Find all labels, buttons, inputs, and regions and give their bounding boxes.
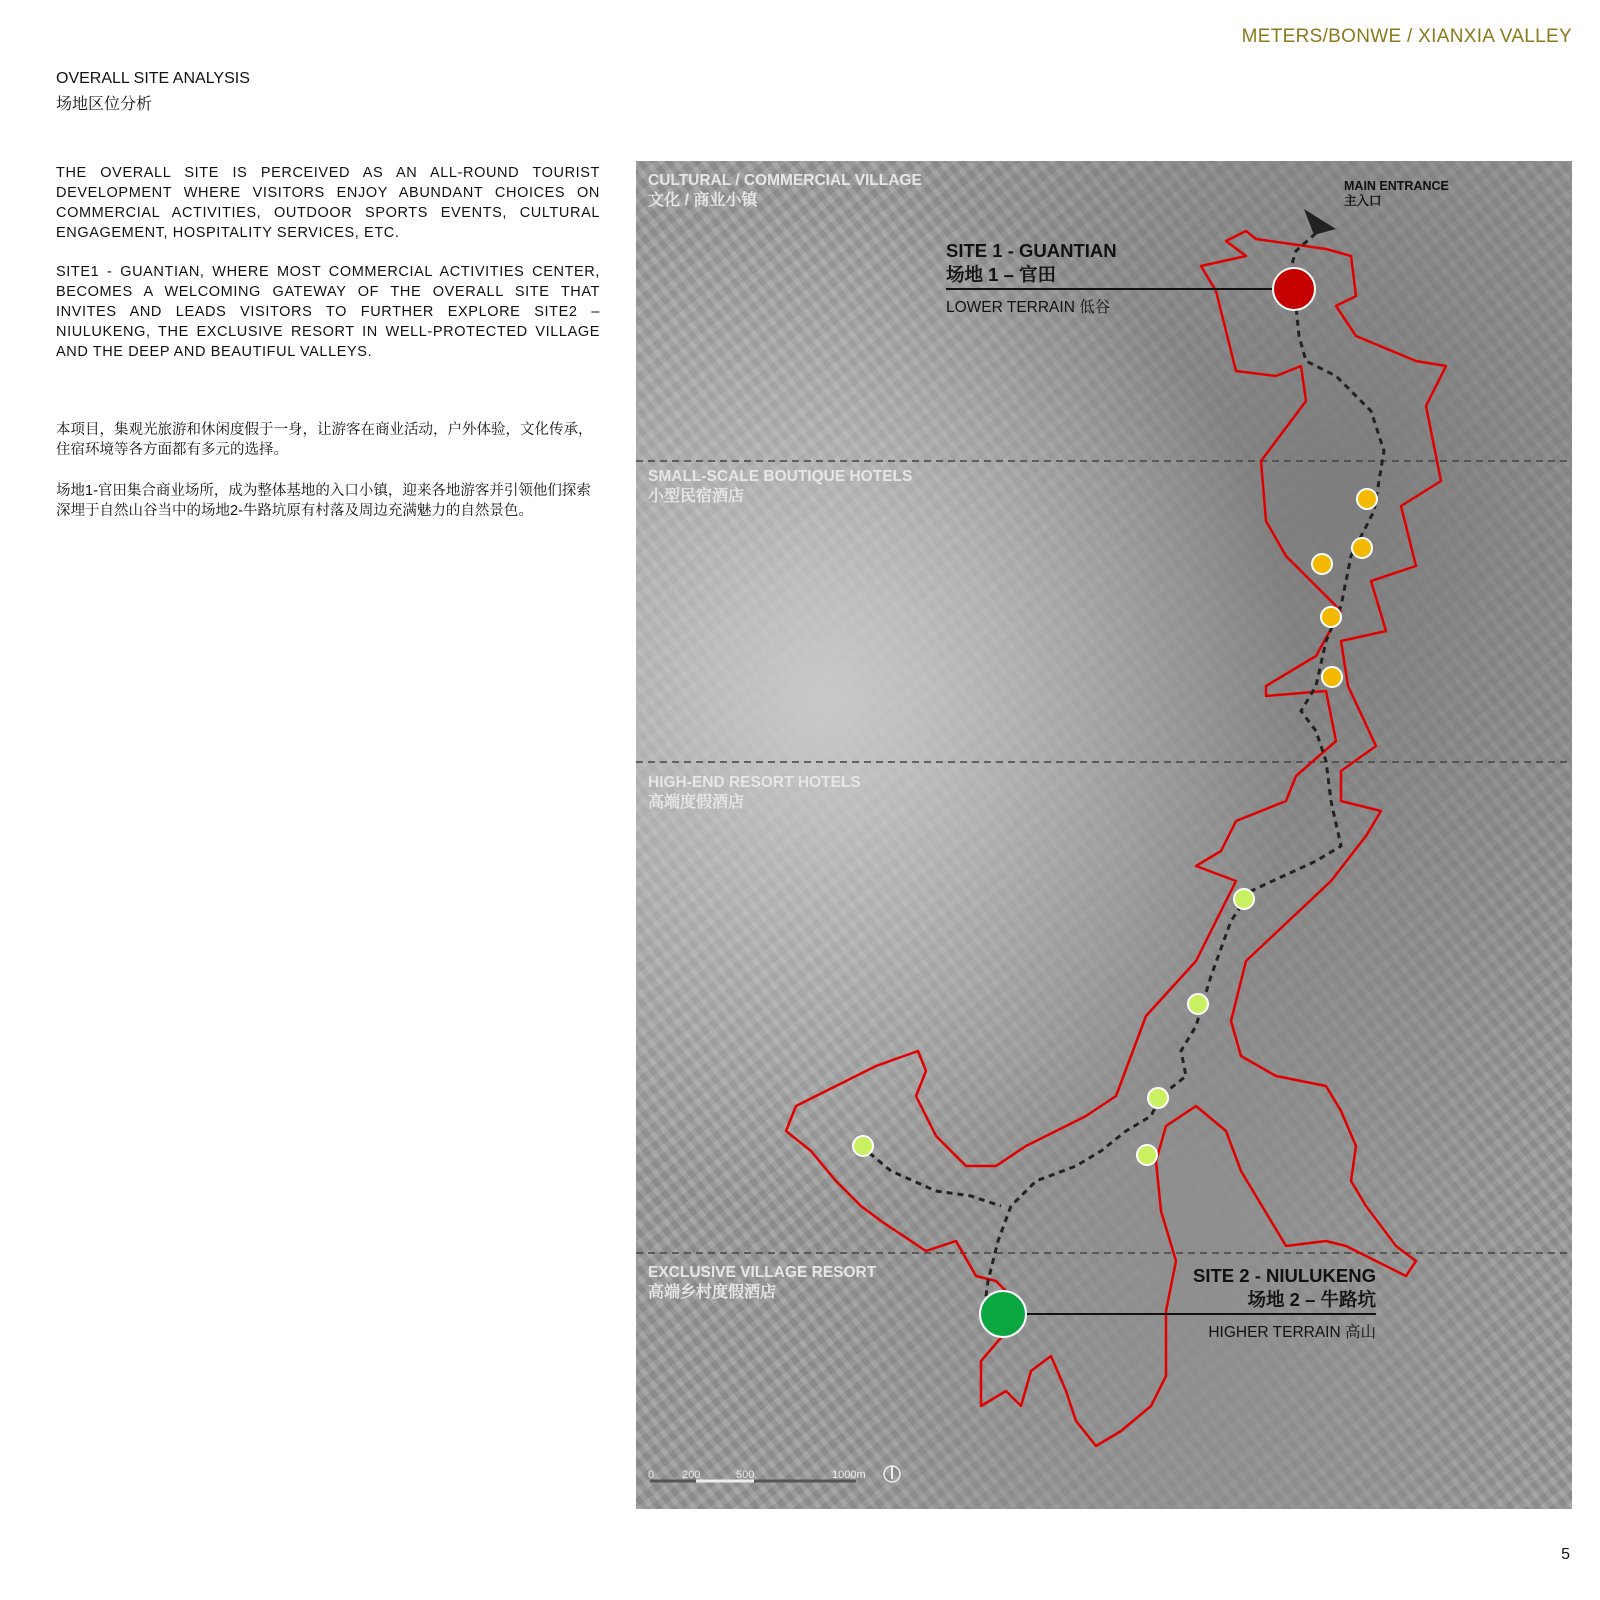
page-title: OVERALL SITE ANALYSIS (56, 70, 250, 87)
zone-name-zh: 文化 / 商业小镇 (648, 192, 758, 209)
boutique-hotel-dot (1312, 554, 1332, 574)
resort-hotel-dot (1188, 994, 1208, 1014)
site2-terrain: HIGHER TERRAIN 高山 (1208, 1324, 1376, 1341)
zone-name-en: EXCLUSIVE VILLAGE RESORT (648, 1264, 877, 1281)
route-branch (861, 1146, 1001, 1206)
scale-label: 1000m (832, 1469, 866, 1481)
resort-hotel-dot (1234, 889, 1254, 909)
resort-hotel-dot (1137, 1145, 1157, 1165)
intro-paragraph-en: THE OVERALL SITE IS PERCEIVED AS AN ALL-ROUND TOURIST DEVELOPMENT WHERE VISITORS ENJOY ABUNDANT CHOICES ON COMMERCIAL ACTIVITIES, OUTDOOR SPORTS EVENTS, CULTURAL ENGAGEMENT, HOSPITALITY SERVICES, ETC. (56, 165, 600, 241)
page-number: 5 (1561, 1546, 1570, 1563)
resort-hotel-dot (853, 1136, 873, 1156)
map-overlay (636, 161, 1572, 1509)
entrance-arrow-icon (1304, 209, 1336, 235)
site1-label (946, 239, 1117, 317)
zone-name-en: SMALL-SCALE BOUTIQUE HOTELS (648, 468, 913, 485)
north-arrow-icon (884, 1466, 900, 1482)
intro-paragraph-zh: 本项目，集观光旅游和休闲度假于一身，让游客在商业活动，户外体验，文化传承，住宿环境等各方面都有多元的选择。 (56, 422, 593, 458)
zone-name-zh: 高端度假酒店 (648, 794, 745, 811)
scale-label: 500 (736, 1469, 755, 1481)
zone-name-zh: 小型民宿酒店 (648, 488, 745, 505)
boutique-hotel-dot (1357, 489, 1377, 509)
site2-marker (980, 1291, 1026, 1337)
header-brand: METERS/BONWE / XIANXIA VALLEY (1241, 26, 1572, 47)
page-title-zh: 场地区位分析 (56, 96, 153, 113)
site1-name-en: SITE 1 - GUANTIAN (946, 240, 1117, 261)
zone-name-en: HIGH-END RESORT HOTELS (648, 774, 861, 791)
entrance-label-en: MAIN ENTRANCE (1344, 179, 1449, 193)
entrance-label-zh: 主入口 (1344, 194, 1382, 208)
scale-label: 200 (682, 1469, 701, 1481)
site1-name-zh: 场地 1 – 官田 (946, 264, 1056, 285)
site1-terrain: LOWER TERRAIN 低谷 (946, 299, 1111, 316)
site2-label (1193, 1264, 1376, 1342)
zone-name-zh: 高端乡村度假酒店 (648, 1284, 777, 1301)
scale-label: 0 (648, 1469, 655, 1481)
resort-hotel-dots (853, 889, 1254, 1165)
site-paragraph-zh: 场地1-官田集合商业场所，成为整体基地的入口小镇，迎来各地游客并引领他们探索深埋于自然山谷当中的场地2-牛路坑原有村落及周边充满魅力的自然景色。 (56, 483, 591, 519)
boutique-hotel-dot (1321, 607, 1341, 627)
zone-label-resort (648, 773, 861, 813)
route-path (986, 226, 1384, 1321)
boutique-hotel-dot (1352, 538, 1372, 558)
site-map (636, 161, 1572, 1509)
zone-label-boutique (648, 467, 912, 507)
resort-hotel-dot (1148, 1088, 1168, 1108)
site2-name-zh: 场地 2 – 牛路坑 (1247, 1289, 1376, 1310)
site2-name-en: SITE 2 - NIULUKENG (1193, 1265, 1376, 1286)
site1-marker (1273, 268, 1315, 310)
zone-label-cultural (648, 171, 922, 211)
zone-name-en: CULTURAL / COMMERCIAL VILLAGE (648, 172, 922, 189)
zone-label-exclusive (648, 1263, 876, 1303)
main-entrance-label (1344, 179, 1449, 209)
site1-paragraph-en: SITE1 - GUANTIAN, WHERE MOST COMMERCIAL ACTIVITIES CENTER, BECOMES A WELCOMING GATEWAY OF THE OVERALL SITE THAT INVITES AND LEADS VISITORS TO FURTHER EXPLORE SITE2 – NIULUKENG, THE EXCLUSIVE RESORT IN WELL-PROTECTED VILLAGE AND THE DEEP AND BEAUTIFUL VALLEYS. (56, 264, 600, 360)
boutique-hotel-dot (1322, 667, 1342, 687)
